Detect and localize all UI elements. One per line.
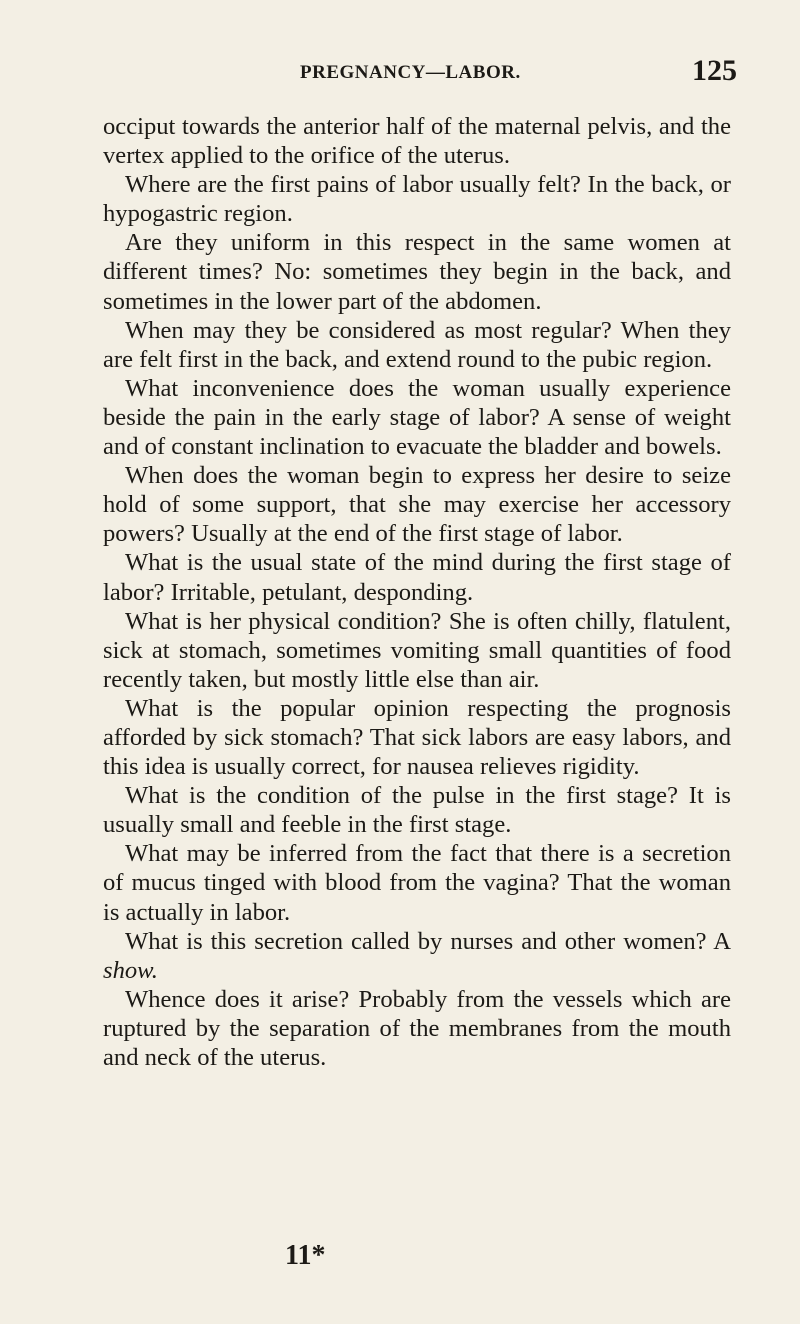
page-number: 125 xyxy=(692,54,737,87)
paragraph-1: occiput towards the anterior half of the maternal pelvis, and the vertex applied to the orifice of the uterus. xyxy=(103,113,731,170)
paragraph-12 xyxy=(103,927,731,985)
paragraph-4: When may they be considered as most regular? When they are felt first in the back, and extend round to the pubic region. xyxy=(103,316,731,373)
paragraph-11: What may be inferred from the fact that there is a secretion of mucus tinged with blood from the vagina? That the woman is actually in labor. xyxy=(103,840,731,926)
signature-mark: 11* xyxy=(285,1240,326,1271)
paragraph-12-text: What is this secretion called by nurses and other women? A xyxy=(125,927,731,955)
paragraph-2: Where are the first pains of labor usually felt? In the back, or hypogastric region. xyxy=(103,171,731,228)
paragraph-8: What is her physical condition? She is often chilly, flatulent, sick at stomach, sometimes vomiting small quantities of food recently taken, but mostly little else than air. xyxy=(103,607,731,693)
paragraph-10: What is the condition of the pulse in the first stage? It is usually small and feeble in the first stage. xyxy=(103,782,731,839)
paragraph-5: What inconvenience does the woman usually experience beside the pain in the early stage of labor? A sense of weight and of constant inclination to evacuate the bladder and bowels. xyxy=(103,374,731,461)
paragraph-13: Whence does it arise? Probably from the vessels which are ruptured by the separation of the membranes from the mouth and neck of the uterus. xyxy=(103,985,731,1071)
paragraph-6: When does the woman begin to express her desire to seize hold of some support, that she may exercise her accessory powers? Usually at the end of the first stage of labor. xyxy=(103,462,731,548)
paragraph-12-emphasis: show. xyxy=(103,956,158,984)
paragraph-7: What is the usual state of the mind during the first stage of labor? Irritable, petulant, desponding. xyxy=(103,549,731,606)
running-title: PREGNANCY—LABOR. xyxy=(300,62,521,83)
paragraph-3: Are they uniform in this respect in the same women at different times? No: sometimes they begin in the back, and sometimes in the lower part of the abdomen. xyxy=(103,229,731,315)
body-text xyxy=(103,112,731,1072)
paragraph-9: What is the popular opinion respecting the prognosis afforded by sick stomach? That sick labors are easy labors, and this idea is usually correct, for nausea relieves rigidity. xyxy=(103,694,731,781)
running-head xyxy=(0,54,800,94)
